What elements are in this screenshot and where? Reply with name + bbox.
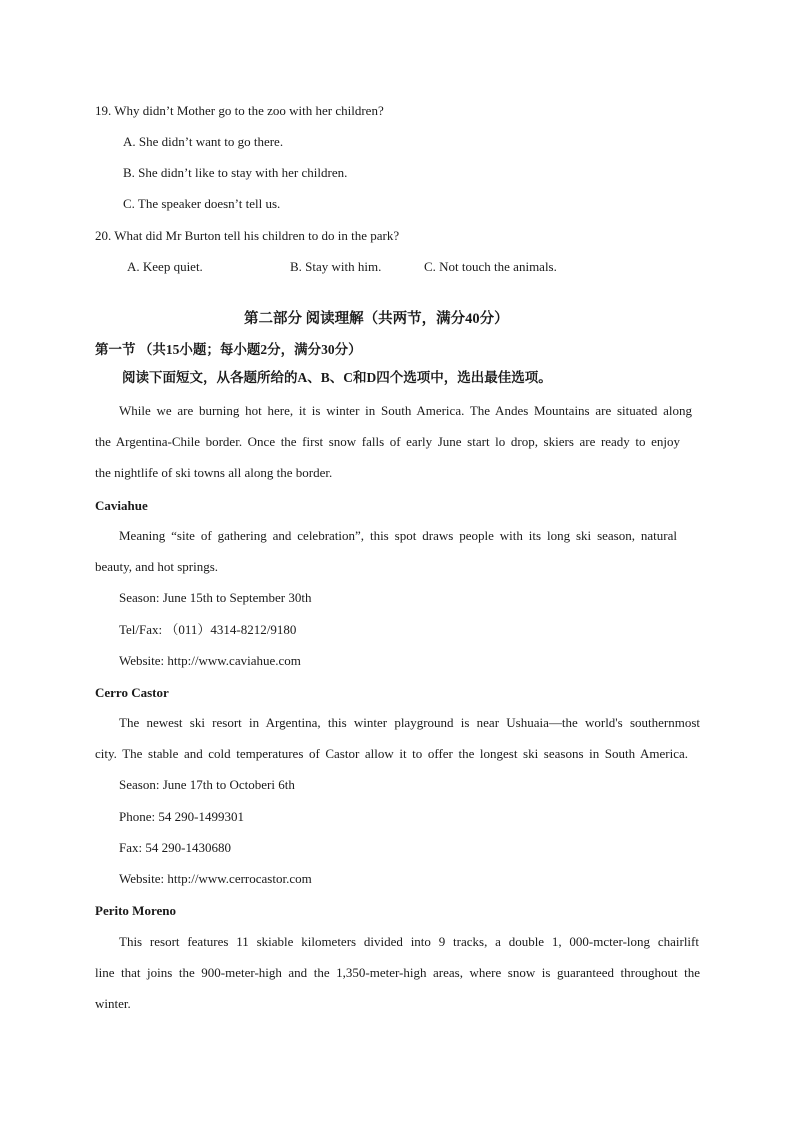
- q19-option-a: A. She didn’t want to go there.: [123, 134, 284, 149]
- q20-option-c: C. Not touch the animals.: [424, 259, 557, 274]
- perito-moreno-desc-line-2: line that joins the 900-meter-high and the 1,350-meter-high areas, where snow is guaranteed throughout the: [95, 965, 700, 980]
- intro-line-3: the nightlife of ski towns all along the border.: [95, 465, 333, 480]
- q19-option-c: C. The speaker doesn’t tell us.: [123, 196, 281, 211]
- cerro-castor-phone: Phone: 54 290-1499301: [119, 809, 244, 824]
- intro-line-2: the Argentina-Chile border. Once the first snow falls of early June start lo drop, skiers are ready to enjoy: [95, 434, 680, 449]
- instruction: 阅读下面短文，从各题所给的A、B、C和D四个选项中，选出最佳选项。: [122, 370, 552, 385]
- caviahue-telfax: Tel/Fax: （011）4314-8212/9180: [119, 622, 297, 637]
- section-title: 第一节 （共15小题；每小题2分，满分30分）: [95, 342, 362, 357]
- caviahue-desc-line-2: beauty, and hot springs.: [95, 559, 218, 574]
- caviahue-heading: Caviahue: [95, 498, 148, 513]
- caviahue-desc-line-1: Meaning “site of gathering and celebration”, this spot draws people with its long ski season, natural: [119, 528, 677, 543]
- cerro-castor-desc-line-1: The newest ski resort in Argentina, this winter playground is near Ushuaia—the world's southernmost: [119, 715, 700, 730]
- cerro-castor-season: Season: June 17th to Octoberi 6th: [119, 777, 295, 792]
- caviahue-season: Season: June 15th to September 30th: [119, 590, 312, 605]
- q20-option-a: A. Keep quiet.: [127, 259, 203, 274]
- question-20: 20. What did Mr Burton tell his children to do in the park?: [95, 228, 400, 243]
- part-title: 第二部分 阅读理解（共两节，满分40分）: [244, 311, 509, 327]
- q19-option-b: B. She didn’t like to stay with her children.: [123, 165, 348, 180]
- perito-moreno-desc-line-3: winter.: [95, 996, 131, 1011]
- cerro-castor-heading: Cerro Castor: [95, 685, 169, 700]
- perito-moreno-desc-line-1: This resort features 11 skiable kilometers divided into 9 tracks, a double 1, 000-mcter-long chairlift: [119, 934, 699, 949]
- cerro-castor-fax: Fax: 54 290-1430680: [119, 840, 231, 855]
- q20-option-b: B. Stay with him.: [290, 259, 382, 274]
- perito-moreno-heading: Perito Moreno: [95, 903, 176, 918]
- cerro-castor-website: Website: http://www.cerrocastor.com: [119, 871, 312, 886]
- intro-line-1: While we are burning hot here, it is winter in South America. The Andes Mountains are situated along: [119, 403, 692, 418]
- cerro-castor-desc-line-2: city. The stable and cold temperatures of Castor allow it to offer the longest ski seasons in South America.: [95, 746, 688, 761]
- question-19: 19. Why didn’t Mother go to the zoo with her children?: [95, 103, 384, 118]
- caviahue-website: Website: http://www.caviahue.com: [119, 653, 301, 668]
